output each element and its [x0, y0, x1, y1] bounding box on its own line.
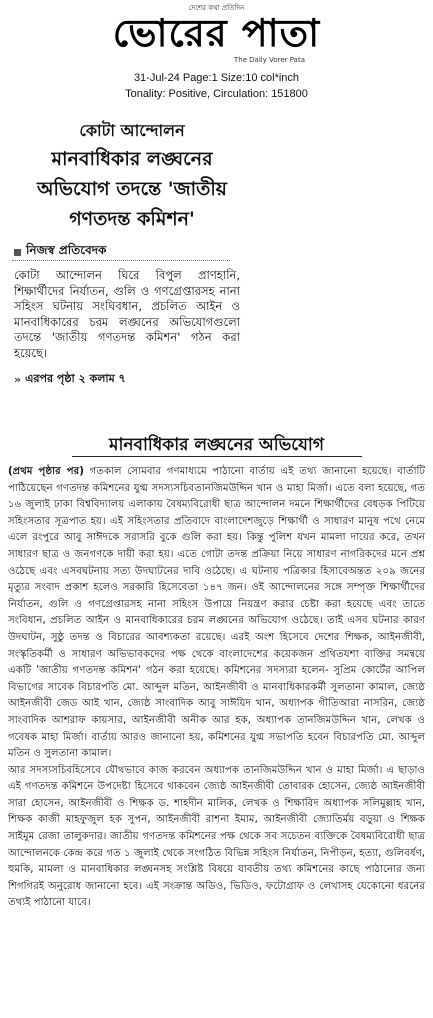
paragraph	[8, 763, 425, 912]
byline	[14, 242, 106, 262]
byline-text: নিজস্ব প্রতিবেদক	[26, 243, 107, 257]
paragraph-text: গতকাল সোমবার গণমাধ্যমে পাঠানো বার্তায় এই তথ্য জানানো হয়েছে। বার্তাটি পাঠিয়েছেন গণতদন্ত কমিশনের যুগ্ম সদস্যসচিবতানজিমউদ্দিন খান ও মাহা মির্জা। এতে বলা হয়েছে, গত ১৬ জুলাই ঢাকা বিশ্ববিদ্যালয় এলাকায় বৈষম্যবিরোধী ছাত্র আন্দোলন দমনে শিক্ষার্থীদের বেধড়ক পিটিয়ে সহিংসতার সূত্রপাত হয়। এই সহিংসতার প্রতিবাদে বাংলাদেশজুড়ে শিক্ষার্থী ও সাধারণ মানুষ পথে নেমে এলে রংপুরে আবু সাঈদকে সরাসরি বুকে গুলি করা হয়। কিন্তু পুলিশ যখন মামলা দায়ের করে, তখন সাধারণ ছাত্র ও জনগণকে দায়ী করা হয়। এতে গোটা তদন্ত প্রক্রিয়া নিয়ে সাধারণ নাগরিকদের মনে প্রশ্ন ওঠেছে এবং এসবঘটনায় সত্য উদঘাটনের দাবি ওঠেছে। এ ঘটনায় পত্রিকার হিসাবেঅন্তত ২০৯ জনের মৃত্যুর সংবাদ প্রকাশ হলেও সরকারি হিসেবেতা ১৪৭ জন। ওই আন্দোলনের সঙ্গে সম্পৃক্ত শিক্ষার্থীদের নির্যাতন, গুলি ও গণগ্রেপ্তারসহ নানা সহিংস উপায়ে নিয়ন্ত্রণ করার চেষ্টা করা হয়েছে এবং তাতে সংবিধান, প্রচলিত আইন ও মানবাধিকারের চরম লঙ্ঘনের অভিযোগ ওঠেছে। তাই এসব ঘটনার কারণ উদঘাটন, সুষ্ঠু তদন্ত ও বিচারের আবশ্যকতা রয়েছে। এরই অংশ হিসেবে দেশের শিক্ষক, আইনজীবী, সংস্কৃতিকর্মী ও সাধারণ অভিভাবকদের পক্ষ থেকে বাংলাদেশের কয়েকজন প্রথিতযশা ব্যক্তির সমন্বয়ে একটি 'জাতীয় গণতদন্ত কমিশন' গঠন করা হয়েছে। কমিশনের সদস্যরা হলেন- সুপ্রিম কোর্টের আপিল বিভাগের সাবেক বিচারপতি মো. আব্দুল মতিন, আইনজীবী ও মানবাধিকারকর্মী সুলতানা কামাল, জ্যেষ্ঠ আইনজীবী জেড আই খান, জ্যেষ্ঠ সাংবাদিক আবু সাঈয়িদ খান, অধ্যাপক গীতিআরা নাসরিন, জ্যেষ্ঠ সাংবাদিক আশরাফ কায়সার, আইনজীবী অনীক আর হক, অধ্যাপক তানজিমউদ্দিন খান, লেখক ও গবেষক মাহা মির্জা। বার্তায় আরও জানানো হয়, কমিশনের যুগ্ম সভাপতি হবেন বিচারপতি মো. আব্দুল মতিন ও সুলতানা কামাল।	[8, 466, 425, 760]
square-bullet-icon	[14, 249, 21, 256]
paragraph	[8, 464, 425, 763]
continuation-text: এরপর পৃষ্ঠা ২ কলাম ৭	[25, 372, 126, 385]
headline-underline	[72, 456, 362, 457]
continuation-note	[14, 370, 126, 389]
double-chevron-right-icon: »	[14, 373, 22, 386]
article-intro: কোটা আন্দোলন ঘিরে বিপুল প্রাণহানি, শিক্ষার্থীদের নির্যাতন, গুলি ও গণগ্রেপ্তারসহ নানা সহিংস ঘটনায় সংঘিবধান, প্রচলিত আইন ও মানবাধিকারের চরম লঙ্ঘনের অভিযোগগুলো তদন্তে 'জাতীয় গণতদন্ত কমিশন' গঠন করা হয়েছে।	[14, 268, 240, 360]
continued-from-tag: (প্রথম পৃষ্ঠার পর)	[8, 466, 84, 477]
clip-tonality-circulation: Tonality: Positive, Circulation: 151800	[125, 88, 308, 100]
clip-date-page-size: 31-Jul-24 Page:1 Size:10 col*inch	[133, 72, 300, 84]
paragraph-text: আর সদস্যসচিবহিসেবে যৌথভাবে কাজ করবেন অধ্যাপক তানজিমউদ্দিন খান ও মাহা মির্জা। এ ছাড়াও এই গণতদন্ত কমিশনে উপদেষ্টা হিসেবে থাকবেন জ্যেষ্ঠ আইনজীবী তোবারক হোসেন, জ্যেষ্ঠ আইনজীবী সারা হোসেন, আইনজীবী ও শিক্ষক ড. শাহদীন মালিক, লেখক ও শিক্ষাবিদ অধ্যাপক সলিমুল্লাহ খান, শিক্ষক কাজী মাহফুজুল হক সুপন, আইনজীবী রাশনা ইমাম, আইনজীবী জ্যোতির্ময় বড়ুয়া ও শিক্ষক সাইমুম রেজা তালুকদার। জাতীয় গণতদন্ত কমিশনের পক্ষ থেকে সব সচেতন ব্যক্তিকে বৈষম্যবিরোধী ছাত্র আন্দোলনকে কেন্দ্র করে গত ১ জুলাই থেকে সংগঠিত বিভিন্ন সহিংস নির্যাতন, নিপীড়ন, হত্যা, গুলিবর্ষণ, হুমকি, মামলা ও মানবাধিকার লঙ্ঘনসহ সংশ্লিষ্ট বিষয়ে যাবতীয় তথ্য কমিশনের কাছে পাঠানোর জন্য শিগগিরই অনুরোধ জানানো হবে। এই সংক্রান্ত অডিও, ভিডিও, ফটোগ্রাফ ও লেখাসহ যেকোনো ধরনের তথ্যই পাঠানো যাবে।	[8, 764, 425, 909]
continued-article-headline: মানবাধিকার লঙ্ঘনের অভিযোগ	[109, 435, 324, 455]
byline-divider	[12, 260, 230, 261]
article-kicker: কোটা আন্দোলন	[79, 121, 185, 140]
masthead-tagline: দেশের কথা প্রতিদিন	[188, 4, 245, 12]
newspaper-logo: ভোরের পাতা	[112, 10, 321, 55]
masthead-english-name: The Daily Vorer Pata	[233, 56, 305, 64]
article-headline: মানবাধিকার লঙ্ঘনের অভিযোগ তদন্তে 'জাতীয় গণতদন্ত কমিশন'	[37, 148, 227, 230]
continued-article-body	[8, 464, 425, 912]
masthead	[0, 0, 433, 70]
